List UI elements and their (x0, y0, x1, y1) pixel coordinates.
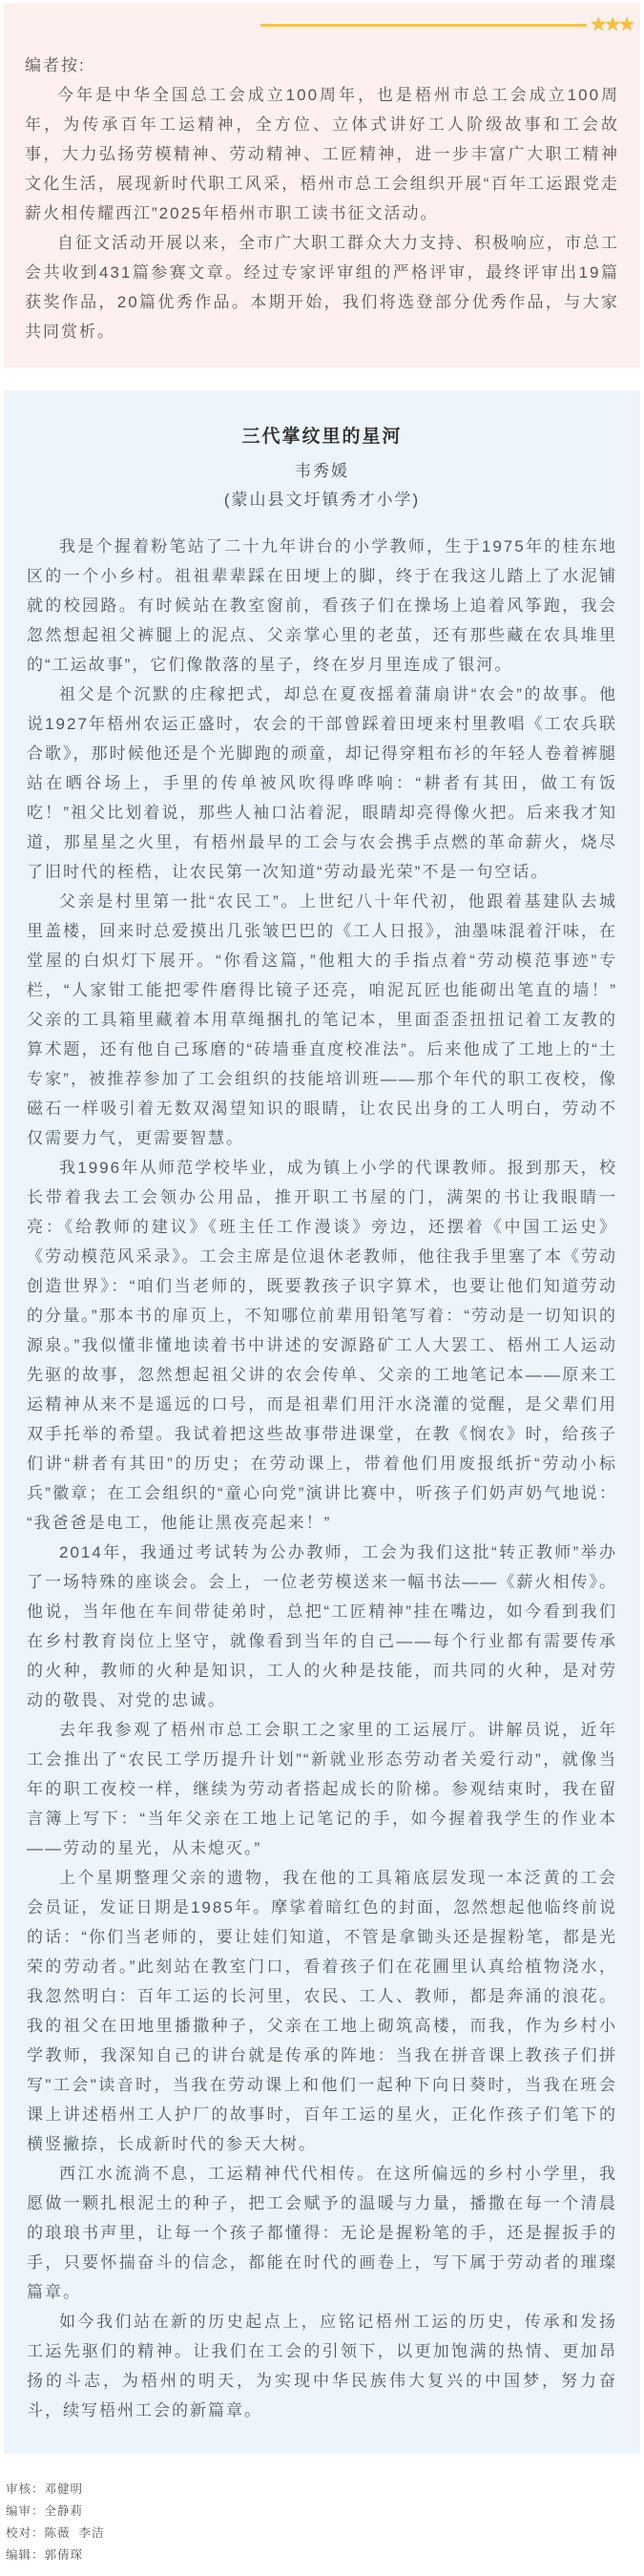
body-paragraph-5: 2014年，我通过考试转为公办教师，工会为我们这批“转正教师”举办了一场特殊的座谈会。会上，一位老劳模送来一幅书法——《薪火相传》。他说，当年他在车间带徒弟时，总把“工匠精神”挂在嘴边，如今看到我们在乡村教育岗位上坚守，就像看到当年的自己——每个行业都有需要传承的火种，教师的火种是知识，工人的火种是技能，而共同的火种，是对劳动的敬畏、对党的忠诚。 (27, 1543, 617, 1709)
body-paragraph-8: 西江水流淌不息，工运精神代代相传。在这所偏远的乡村小学里，我愿做一颗扎根泥土的种子，把工会赋予的温暖与力量，播撒在每一个清晨的琅琅书声里，让每一个孩子都懂得：无论是握粉笔的手，还是握扳手的手，只要怀揣奋斗的信念，都能在时代的画卷上，写下属于劳动者的璀璨篇章。 (27, 2165, 617, 2301)
body-paragraph-1: 我是个握着粉笔站了二十九年讲台的小学教师，生于1975年的桂东地区的一个小乡村。祖祖辈辈踩在田埂上的脚，终于在我这儿踏上了水泥铺就的校园路。有时候站在教室窗前，看孩子们在操场上追着风筝跑，我会忽然想起祖父裤腿上的泥点、父亲掌心里的老茧，还有那些藏在农具堆里的“工运故事”，它们像散落的星子，终在岁月里连成了银河。 (27, 537, 617, 674)
article-affiliation: (蒙山县文圩镇秀才小学) (223, 491, 421, 509)
article-title: 三代掌纹里的星河 (241, 427, 403, 447)
editor-note-section (4, 3, 640, 367)
body-paragraph-9: 如今我们站在新的历史起点上，应铭记梧州工运的历史，传承和发扬工运先驱们的精神。让我们在工会的引领下，以更加饱满的热情、更加昂扬的斗志，为梧州的明天，为实现中华民族伟大复兴的中国梦，努力奋斗，续写梧州工会的新篇章。 (27, 2313, 617, 2419)
credit-line-proofreaders: 校对：陈薇 李洁 (6, 2526, 105, 2540)
credit-line-reviewer: 审核：邓健明 (6, 2482, 84, 2496)
body-paragraph-2: 祖父是个沉默的庄稼把式，却总在夏夜摇着蒲扇讲“农会”的故事。他说1927年梧州农运正盛时，农会的干部曾踩着田埂来村里教唱《工农兵联合歌》，那时候他还是个光脚跑的顽童，却记得穿粗布衫的年轻人卷着裤腿站在晒谷场上，手里的传单被风吹得哗哗响：“耕者有其田，做工有饭吃！”祖父比划着说，那些人袖口沾着泥，眼睛却亮得像火把。后来我才知道，那星星之火里，有梧州最早的工会与农会携手点燃的革命薪火，烧尽了旧时代的桎梏，让农民第一次知道“劳动最光荣”不是一句空话。 (27, 685, 617, 881)
article-author: 韦秀媛 (295, 462, 349, 480)
divider-line (260, 24, 587, 27)
body-paragraph-6: 去年我参观了梧州市总工会职工之家里的工运展厅。讲解员说，近年工会推出了“农民工学历提升计划”“新就业形态劳动者关爱行动”，就像当年的职工夜校一样，继续为劳动者搭起成长的阶梯。参观结束时，我在留言簿上写下：“当年父亲在工地上记笔记的手，如今握着我学生的作业本——劳动的星光，从未熄灭。” (27, 1721, 617, 1857)
credit-line-editor: 编辑：郭倩琛 (6, 2548, 84, 2562)
body-paragraph-4: 我1996年从师范学校毕业，成为镇上小学的代课教师。报到那天，校长带着我去工会领办公用品，推开职工书屋的门，满架的书让我眼睛一亮：《给教师的建议》《班主任工作漫谈》旁边，还摆着《中国工运史》《劳动模范风采录》。工会主席是位退休老教师，他往我手里塞了本《劳动创造世界》：“咱们当老师的，既要教孩子识字算术，也要让他们知道劳动的分量。”那本书的扉页上，不知哪位前辈用铅笔写着：“劳动是一切知识的源泉。”我似懂非懂地读着书中讲述的安源路矿工人大罢工、梧州工人运动先驱的故事，忽然想起祖父讲的农会传单、父亲的工地笔记本——原来工运精神从来不是遥远的口号，而是祖辈们用汗水浇灌的觉醒，是父辈们用双手托举的希望。我试着把这些故事带进课堂，在教《悯农》时，给孩子们讲“耕者有其田”的历史；在劳动课上，带着他们用废报纸折“劳动小标兵”徽章；在工会组织的“童心向党”演讲比赛中，听孩子们奶声奶气地说：“我爸爸是电工，他能让黑夜亮起来！” (27, 1159, 617, 1532)
article-body (27, 532, 617, 2425)
editor-note-paragraph-2: 自征文活动开展以来，全市广大职工群众大力支持、积极响应，市总工会共收到431篇参赛文章。经过专家评审组的严格评审，最终评审出19篇获奖作品，20篇优秀作品。本期开始，我们将选登部分优秀作品，与大家共同赏析。 (25, 234, 619, 341)
article-section (4, 390, 640, 2454)
body-paragraph-7: 上个星期整理父亲的遗物，我在他的工具箱底层发现一本泛黄的工会会员证，发证日期是1985年。摩挲着暗红色的封面，忽然想起他临终前说的话：“你们当老师的，要让娃们知道，不管是拿锄头还是握粉笔，都是光荣的劳动者。”此刻站在教室门口，看着孩子们在花圃里认真给植物浇水，我忽然明白：百年工运的长河里，农民、工人、教师，都是奔涌的浪花。我的祖父在田地里播撒种子，父亲在工地上砌筑高楼，而我，作为乡村小学教师，我深知自己的讲台就是传承的阵地：当我在拼音课上教孩子们拼写"工会"读音时，当我在劳动课上和他们一起种下向日葵时，当我在班会课上讲述梧州工人护厂的故事时，百年工运的星火，正化作孩子们笔下的横竖撇捺，长成新时代的参天大树。 (27, 1869, 617, 2153)
header-divider (25, 14, 633, 35)
editor-note-paragraph-1: 今年是中华全国总工会成立100周年，也是梧州市总工会成立100周年，为传承百年工运精神，全方位、立体式讲好工人阶级故事和工会故事，大力弘扬劳模精神、劳动精神、工匠精神，进一步丰富广大职工精神文化生活，展现新时代职工风采，梧州市总工会组织开展“百年工运跟党走 薪火相传耀西江”2025年梧州市职工读书征文活动。 (25, 86, 619, 222)
three-stars-icon: ★★★ (590, 14, 633, 35)
body-paragraph-3: 父亲是村里第一批“农民工”。上世纪八十年代初，他跟着基建队去城里盖楼，回来时总爱摸出几张皱巴巴的《工人日报》，油墨味混着汗味，在堂屋的白炽灯下展开。“你看这篇，”他粗大的手指点着“劳动模范事迹”专栏，“人家钳工能把零件磨得比镜子还亮，咱泥瓦匠也能砌出笔直的墙！”父亲的工具箱里藏着本用草绳捆扎的笔记本，里面歪歪扭扭记着工友教的算术题，还有他自己琢磨的“砖墙垂直度校准法”。后来他成了工地上的“土专家”，被推荐参加了工会组织的技能培训班——那个年代的职工夜校，像磁石一样吸引着无数双渴望知识的眼睛，让农民出身的工人明白，劳动不仅需要力气，更需要智慧。 (27, 892, 617, 1147)
credit-line-senior-editor: 编审：全静莉 (6, 2504, 84, 2518)
credits-footer (6, 2479, 638, 2566)
editor-note-label: 编者按: (25, 56, 86, 74)
